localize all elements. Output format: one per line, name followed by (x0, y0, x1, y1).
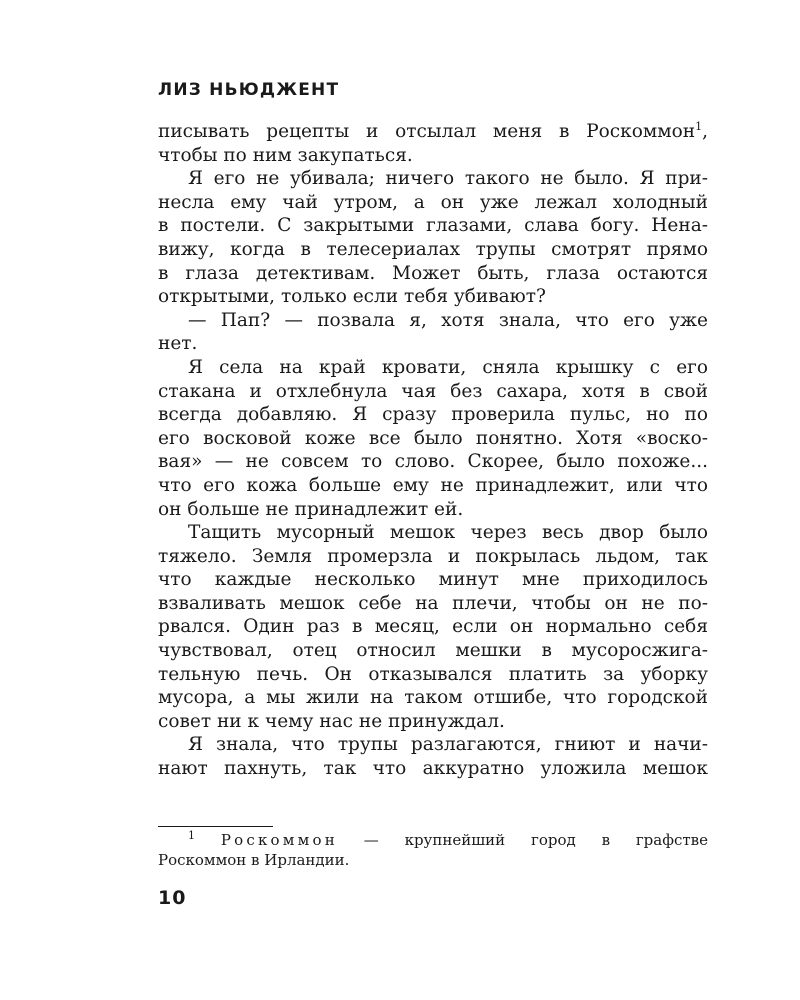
text-line: несла ему чай утром, а он уже лежал холодный (158, 191, 708, 213)
footnote-term: Роскоммон (220, 831, 338, 849)
text-line: в постели. С закрытыми глазами, слава богу. Нена- (158, 215, 708, 237)
running-header: ЛИЗ НЬЮДЖЕНТ (158, 80, 340, 100)
footnote-divider (158, 826, 273, 827)
text-line: писывать рецепты и отсылал меня в Роскоммон$^1$, (158, 119, 708, 142)
text-line: в глаза детективам. Может быть, глаза остаются (158, 262, 708, 284)
text-line: стакана и отхлебнула чая без сахара, хотя в свой (158, 380, 708, 402)
text-line: — Пап? — позвала я, хотя знала, что его уже (188, 309, 708, 331)
text-line: тельную печь. Он отказывался платить за уборку (158, 663, 708, 685)
text-line: рвался. Один раз в месяц, если он нормально себя (158, 616, 708, 638)
text-line: Я его не убивала; ничего такого не было. Я при- (188, 168, 708, 190)
text-line: тяжело. Земля промерзла и покрылась льдом, так (158, 545, 708, 567)
body-text (158, 120, 708, 781)
text-line: взваливать мешок себе на плечи, чтобы он не по- (158, 592, 708, 614)
text-line: вижу, когда в телесериалах трупы смотрят прямо (158, 238, 708, 260)
text-line: Я знала, что трупы разлагаются, гниют и начи- (188, 734, 708, 756)
text-line: он больше не принадлежит ей. (158, 498, 464, 520)
text-line: открытыми, только если тебя убивают? (158, 286, 546, 308)
text-line: Я села на край кровати, сняла крышку с его (188, 356, 708, 378)
text-line: его восковой коже все было понятно. Хотя «воско- (158, 427, 708, 449)
text-line: Тащить мусорный мешок через весь двор было (188, 522, 708, 544)
page-number: 10 (158, 887, 187, 909)
text-line: нет. (158, 333, 198, 355)
text-line: мусора, а мы жили на таком отшибе, что городской (158, 687, 708, 709)
text-line: вая» — не совсем то слово. Скорее, было похоже... (158, 451, 708, 473)
text-line: совет ни к чему нас не принуждал. (158, 710, 505, 732)
text-line: что его кожа больше ему не принадлежит, или что (158, 474, 708, 496)
text-line: чтобы по ним закупаться. (158, 144, 413, 166)
footnote (158, 830, 708, 870)
text-line: всегда добавляю. Я сразу проверила пульс, но по (158, 404, 708, 426)
text-line: чувствовал, отец относил мешки в мусоросжига- (158, 640, 708, 662)
footnote-reference: 1 (695, 119, 703, 133)
text-line: нают пахнуть, так что аккуратно уложила мешок (158, 758, 708, 780)
footnote-marker: 1 (188, 829, 195, 842)
footnote-line: Роскоммон в Ирландии. (158, 851, 350, 869)
footnote-line: $^1$ Роскоммон — крупнейший город в графстве (188, 829, 708, 849)
text-line: что каждые несколько минут мне приходилось (158, 569, 708, 591)
